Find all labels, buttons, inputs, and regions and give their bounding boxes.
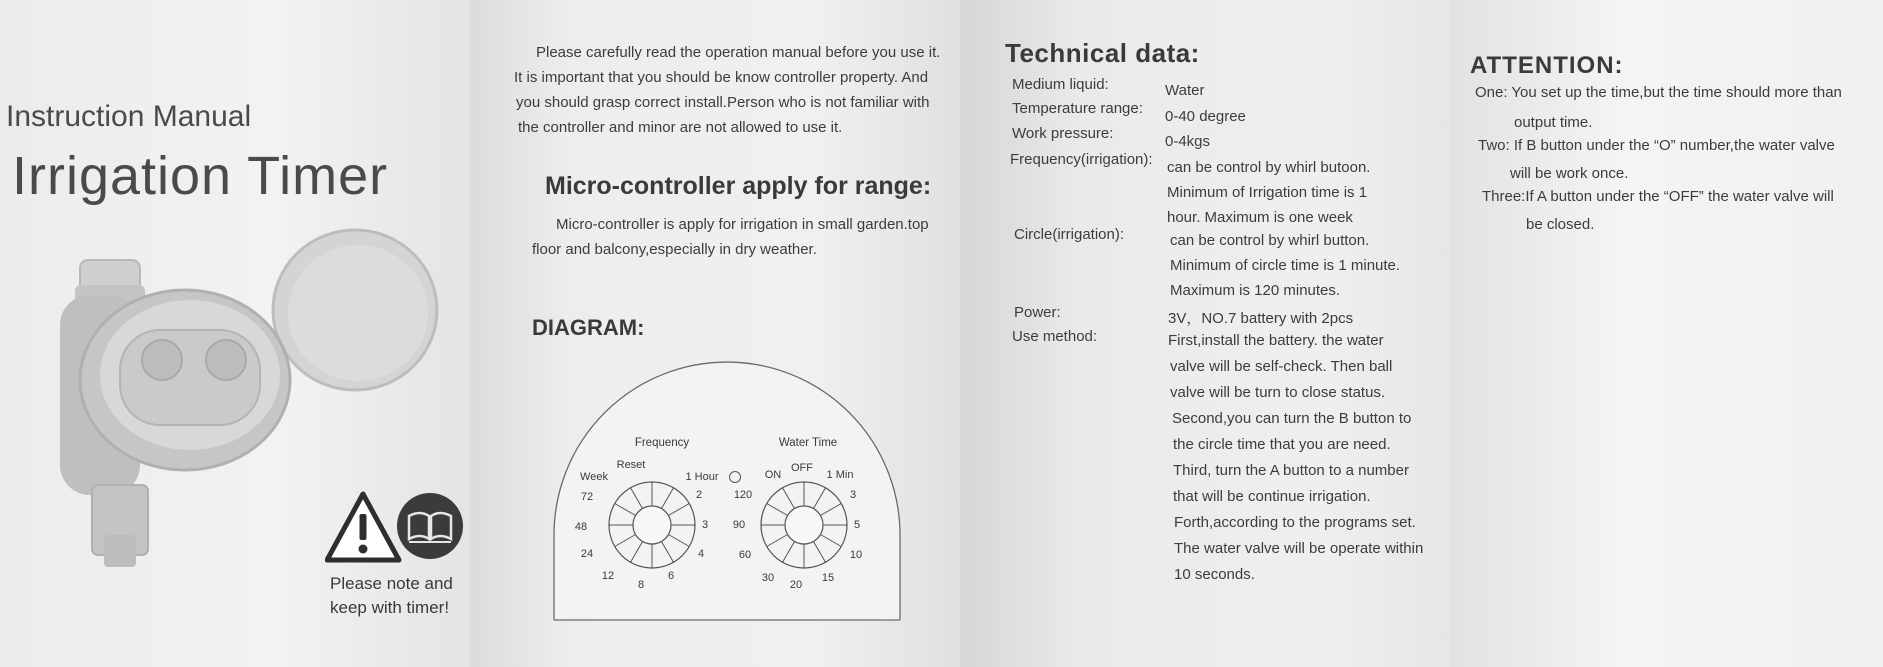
manual-label: Instruction Manual (6, 100, 252, 133)
attention-line: be closed. (1526, 216, 1595, 233)
freq-tick-label: 3 (701, 519, 709, 531)
freq-tick-label: 6 (667, 570, 675, 582)
range-paragraph (534, 212, 929, 262)
diagram-title: DIAGRAM: (532, 315, 645, 340)
range-line: Micro-controller is apply for irrigation in small garden.top (556, 216, 929, 233)
water-tick-label: 20 (789, 579, 803, 591)
use-line: valve will be turn to close status. (1170, 384, 1386, 401)
freq-tick-label: 24 (580, 548, 594, 560)
frequency-label: Frequency(irrigation): (1010, 151, 1153, 168)
reset-label: Reset (616, 459, 646, 471)
water-tick-label: 5 (853, 519, 861, 531)
intro-line: the controller and minor are not allowed to use it. (518, 119, 843, 136)
water-tick-label: 120 (733, 489, 753, 501)
temperature-value: 0-40 degree (1165, 108, 1246, 125)
attention-line: Two: If B button under the “O” number,the water valve (1478, 137, 1835, 154)
use-line: Second,you can turn the B button to (1172, 410, 1412, 427)
frequency-line: Minimum of Irrigation time is 1 (1167, 184, 1368, 201)
attention-line: One: You set up the time,but the time should more than (1475, 84, 1842, 101)
frequency-label: Frequency (634, 437, 690, 449)
circle-label: Circle(irrigation): (1014, 226, 1125, 243)
water-tick-label: 15 (821, 572, 835, 584)
technical-panel (960, 0, 1450, 667)
hour-label: 1 Hour (685, 471, 719, 483)
note-text (330, 572, 453, 620)
freq-tick-label: 4 (697, 548, 705, 560)
frequency-dial-center (633, 506, 671, 544)
technical-title: Technical data: (1005, 38, 1200, 68)
freq-tick-label: 48 (574, 521, 588, 533)
water-tick-label: 10 (849, 549, 863, 561)
min-label: 1 Min (826, 469, 854, 481)
circle-value (1170, 228, 1400, 303)
note-line: keep with timer! (330, 598, 450, 617)
medium-label: Medium liquid: (1012, 76, 1109, 93)
cover-panel (0, 0, 470, 667)
pressure-label: Work pressure: (1012, 125, 1114, 142)
frequency-value (1167, 155, 1370, 230)
circle-line: Maximum is 120 minutes. (1170, 282, 1341, 299)
use-line: the circle time that you are need. (1173, 436, 1391, 453)
frequency-line: can be control by whirl butoon. (1167, 159, 1371, 176)
intro-panel (470, 0, 960, 667)
water-time-label: Water Time (778, 437, 838, 449)
use-line: Forth,according to the programs set. (1174, 514, 1416, 531)
intro-paragraph (514, 40, 941, 140)
use-line: First,install the battery. the water (1168, 332, 1384, 349)
diagram (542, 345, 912, 625)
freq-tick-label: 8 (637, 579, 645, 591)
attention-line: will be work once. (1510, 165, 1629, 182)
use-line: that will be continue irrigation. (1173, 488, 1371, 505)
use-line: 10 seconds. (1174, 566, 1255, 583)
note-line: Please note and (330, 574, 453, 593)
intro-line: Please carefully read the operation manual before you use it. (536, 44, 941, 61)
freq-tick-label: 2 (695, 489, 703, 501)
product-title: Irrigation Timer (12, 146, 389, 206)
water-dial-center (785, 506, 823, 544)
range-line: floor and balcony,especially in dry weather. (532, 241, 817, 258)
use-line: valve will be self-check. Then ball (1170, 358, 1393, 375)
attention-panel (1450, 0, 1883, 667)
circle-line: can be control by whirl button. (1170, 232, 1370, 249)
water-tick-label: 60 (738, 549, 752, 561)
week-label: Week (580, 471, 608, 483)
use-method-value (1168, 328, 1423, 588)
power-value: 3V，NO.7 battery with 2pcs (1168, 310, 1354, 327)
range-title: Micro-controller apply for range: (545, 172, 932, 200)
freq-tick-label: 72 (580, 491, 594, 503)
use-line: Third, turn the A button to a number (1173, 462, 1409, 479)
frequency-line: hour. Maximum is one week (1167, 209, 1353, 226)
attention-title: ATTENTION: (1470, 52, 1624, 79)
freq-tick-label: 12 (601, 570, 615, 582)
medium-value: Water (1165, 82, 1205, 99)
on-label: ON (764, 469, 782, 481)
off-label: OFF (791, 462, 813, 474)
water-tick-label: 90 (732, 519, 746, 531)
attention-line: output time. (1514, 114, 1593, 131)
use-line: The water valve will be operate within (1174, 540, 1424, 557)
pressure-value: 0-4kgs (1165, 133, 1211, 150)
temperature-label: Temperature range: (1012, 100, 1143, 117)
attention-line: Three:If A button under the “OFF” the water valve will (1482, 188, 1834, 205)
circle-line: Minimum of circle time is 1 minute. (1170, 257, 1401, 274)
warning-book-icons (325, 490, 465, 565)
power-label: Power: (1014, 304, 1061, 321)
warning-icon (327, 494, 399, 560)
intro-line: It is important that you should be know controller property. And (514, 69, 929, 86)
water-tick-label: 3 (849, 489, 857, 501)
water-tick-label: 30 (761, 572, 775, 584)
use-method-label: Use method: (1012, 328, 1098, 345)
book-icon (397, 493, 463, 559)
intro-line: you should grasp correct install.Person who is not familiar with (516, 94, 930, 111)
